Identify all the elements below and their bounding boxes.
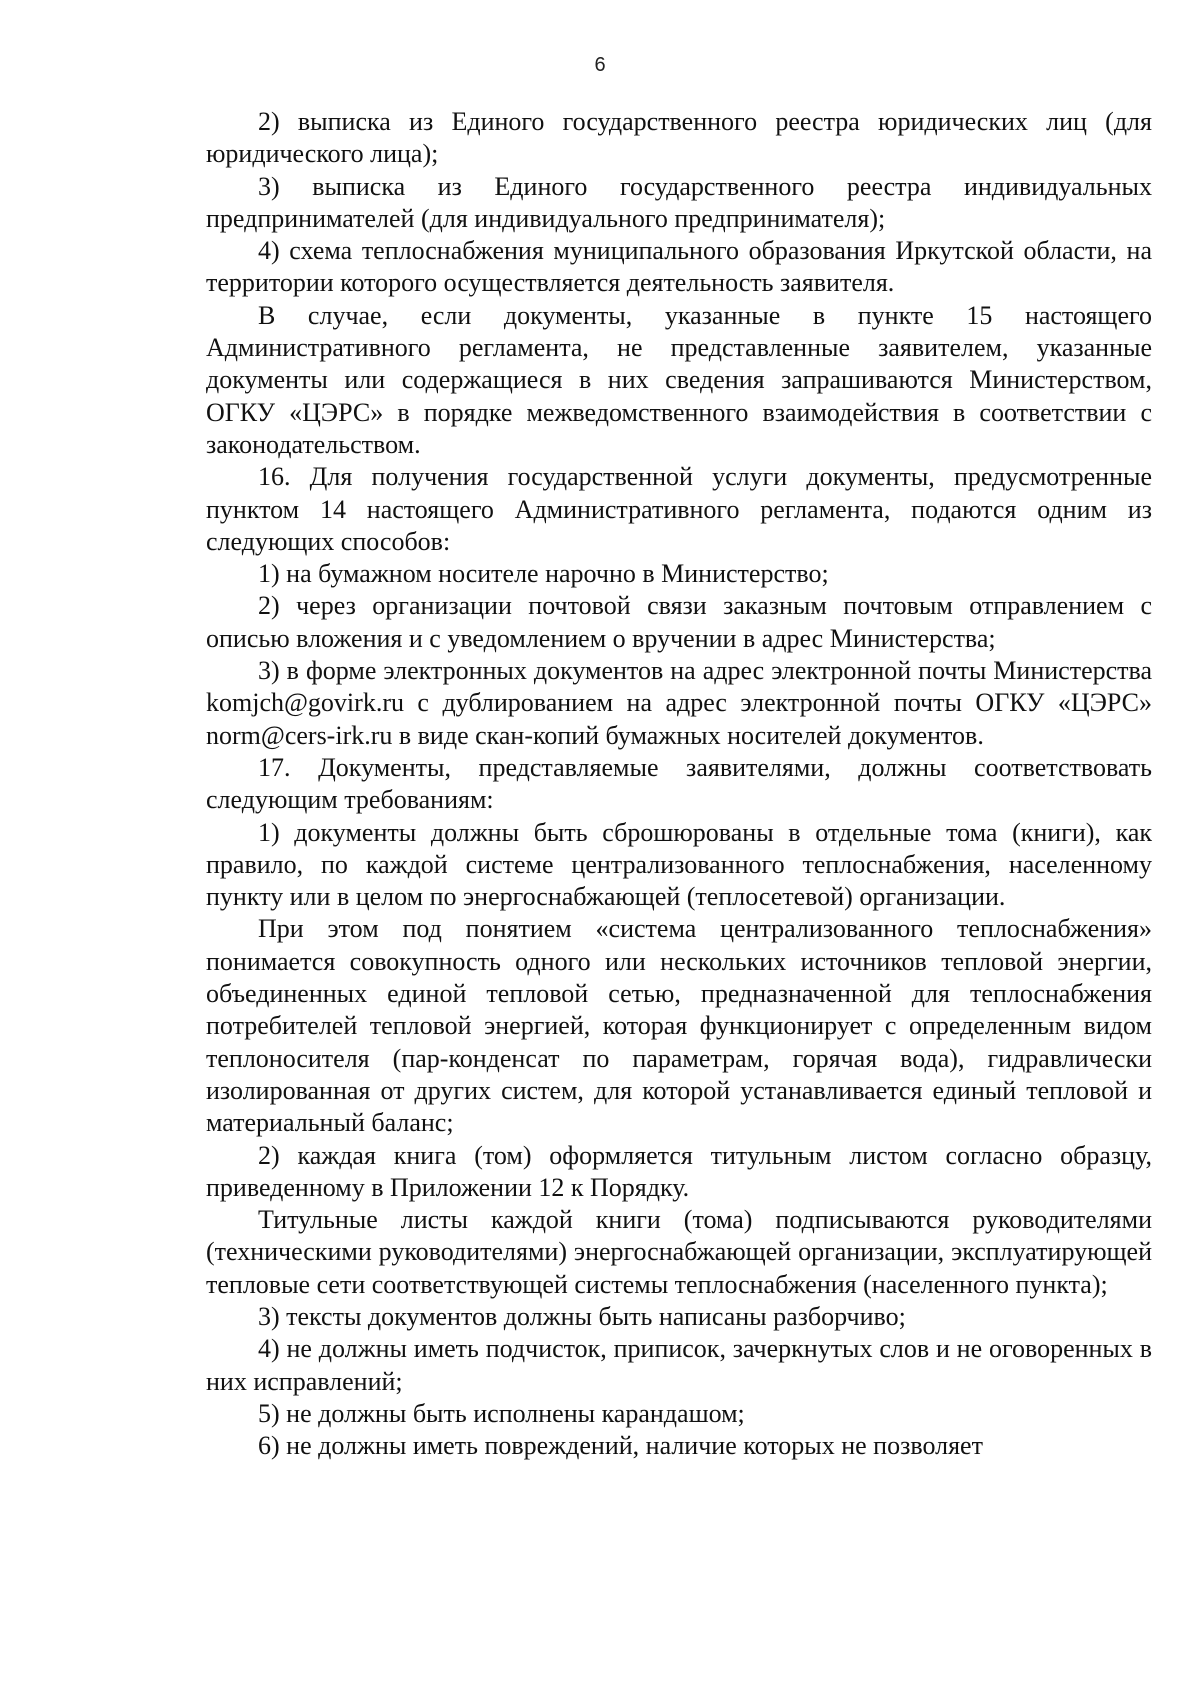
page-number: 6: [594, 54, 606, 76]
paragraph-interagency-request: В случае, если документы, указанные в пункте 15 настоящего Административного регламента, не представленные заявителем, указанные документы или содержащиеся в них сведения запрашиваются Министерством, ОГКУ «ЦЭРС» в порядке межведомственного взаимодействия в соответствии с законодательством.: [206, 300, 1152, 459]
paragraph-egrul-extract: 2) выписка из Единого государственного реестра юридических лиц (для юридического лица);: [206, 107, 1152, 169]
paragraph-no-damage: 6) не должны иметь повреждений, наличие которых не позволяет: [258, 1431, 983, 1461]
paragraph-no-pencil: 5) не должны быть исполнены карандашом;: [258, 1398, 745, 1428]
paragraph-system-definition: При этом под понятием «система централизованного теплоснабжения» понимается совокупность одного или нескольких источников тепловой энергии, объединенных единой тепловой сетью, предназначенной для теплоснабжения потребителей тепловой энергией, которая функционирует с определенным видом теплоносителя (пар-конденсат по параметрам, горячая вода), гидравлически изолированная от других систем, для которой устанавливается единый тепловой и материальный баланс;: [206, 914, 1152, 1138]
paragraph-title-sheet-signing: Титульные листы каждой книги (тома) подписываются руководителями (техническими руководителями) энергоснабжающей организации, эксплуатирующей тепловые сети соответствующей системы теплоснабжения (населенного пункта);: [206, 1205, 1152, 1299]
paragraph-postal-delivery: 2) через организации почтовой связи заказным почтовым отправлением с описью вложения и с уведомлением о вручении в адрес Министерства;: [206, 591, 1152, 653]
paragraph-bound-volumes: 1) документы должны быть сброшюрованы в отдельные тома (книги), как правило, по каждой системе централизованного теплоснабжения, населенному пункту или в целом по энергоснабжающей (теплосетевой) организации.: [206, 817, 1152, 912]
paragraph-egrip-extract: 3) выписка из Единого государственного реестра индивидуальных предпринимателей (для индивидуального предпринимателя);: [206, 171, 1152, 233]
paragraph-item-16: 16. Для получения государственной услуги документы, предусмотренные пунктом 14 настоящего Административного регламента, подаются одним из следующих способов:: [206, 462, 1152, 556]
paragraph-electronic-delivery: 3) в форме электронных документов на адрес электронной почты Министерства komjch@govirk.ru с дублированием на адрес электронной почты ОГКУ «ЦЭРС» norm@cers-irk.ru в виде скан-копий бумажных носителей документов.: [206, 656, 1152, 750]
paragraph-no-erasures: 4) не должны иметь подчисток, приписок, зачеркнутых слов и не оговоренных в них исправлений;: [206, 1334, 1152, 1396]
paragraph-item-17: 17. Документы, представляемые заявителями, должны соответствовать следующим требованиям:: [206, 752, 1152, 815]
document-body: [206, 106, 1152, 1462]
paragraph-title-sheet: 2) каждая книга (том) оформляется титульным листом согласно образцу, приведенному в Приложении 12 к Порядку.: [206, 1140, 1152, 1202]
paragraph-legible-text: 3) тексты документов должны быть написаны разборчиво;: [258, 1301, 906, 1331]
paragraph-paper-delivery: 1) на бумажном носителе нарочно в Министерство;: [258, 559, 829, 589]
paragraph-heat-supply-scheme: 4) схема теплоснабжения муниципального образования Иркутской области, на территории которого осуществляется деятельность заявителя.: [206, 236, 1152, 298]
